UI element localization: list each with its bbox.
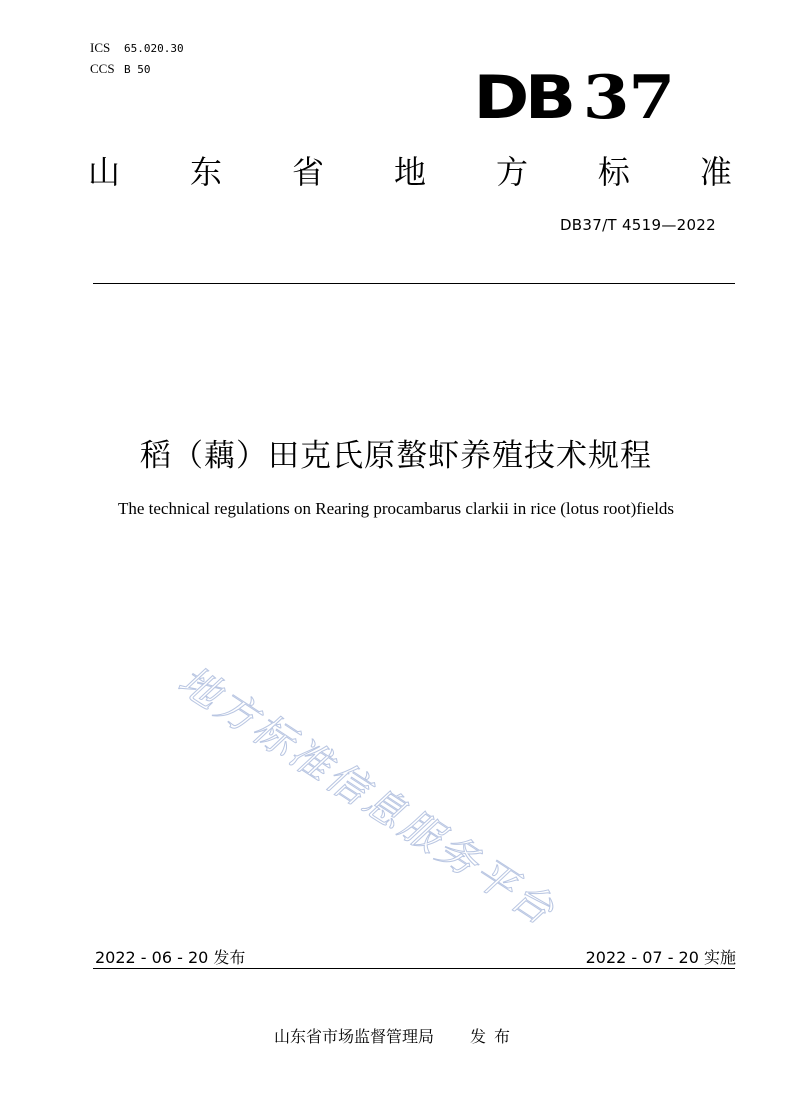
ics-label: ICS — [90, 40, 111, 55]
header-divider — [93, 283, 735, 284]
ics-row — [90, 38, 184, 59]
ccs-label: CCS — [90, 61, 115, 76]
logo-prefix: DB — [473, 63, 572, 133]
publisher-verb: 发布 — [470, 1027, 519, 1046]
db37-logo — [473, 63, 674, 133]
logo-number: 37 — [582, 63, 674, 133]
publisher-line — [0, 1024, 792, 1047]
standard-number: DB37/T 4519—2022 — [559, 216, 716, 234]
standard-type-char: 地 — [393, 153, 426, 191]
publisher-name: 山东省市场监督管理局 — [273, 1027, 434, 1046]
watermark: 地方标准信息服务平台 — [170, 657, 565, 936]
standard-type-char: 准 — [699, 153, 732, 191]
standard-type-char: 东 — [189, 153, 222, 191]
standard-type-heading — [88, 150, 732, 194]
ics-value: 65.020.30 — [124, 42, 184, 55]
ccs-row — [90, 59, 184, 80]
implementation-date: 2022 - 07 - 20 实施 — [585, 948, 736, 967]
standard-type-char: 山 — [88, 153, 121, 191]
standard-type-char: 标 — [597, 153, 630, 191]
classification-codes — [90, 38, 184, 80]
release-date: 2022 - 06 - 20 发布 — [95, 948, 246, 967]
document-title-english: The technical regulations on Rearing procambarus clarkii in rice (lotus root)fields — [117, 499, 675, 518]
document-title-chinese: 稻（藕）田克氏原螯虾养殖技术规程 — [140, 438, 652, 474]
ccs-value: B 50 — [124, 63, 151, 76]
footer-divider — [93, 968, 735, 969]
standard-type-char: 省 — [291, 153, 324, 191]
standard-type-char: 方 — [495, 153, 528, 191]
